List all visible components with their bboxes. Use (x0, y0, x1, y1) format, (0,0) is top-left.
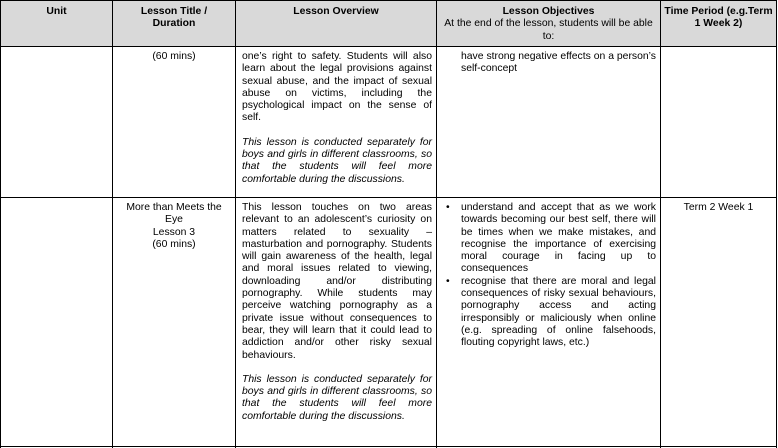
table-border-left (0, 0, 1, 448)
table-border-top (0, 0, 776, 1)
row1-overview-text: one’s right to safety. Students will also learn about the legal provisions against sexual abuse, and the impact of sexual abuse on victims, including the psychological impact on the sense of self. (242, 51, 432, 124)
header-time-period: Time Period (e.g.Term 1 Week 2) (664, 6, 773, 30)
row2-overview-text: This lesson touches on two areas relevant to an adolescent’s curiosity on matters related to sexuality – masturbation and pornography. Students will gain awareness of the health, legal and moral issues related to viewing, downloading and/or distributing pornography. While students may perceive watching pornography as a private issue without consequences to bear, they will learn that it could lead to addiction and/or other risky sexual behaviours. (242, 202, 432, 361)
header-unit: Unit (46, 6, 67, 17)
table-border-col2 (235, 0, 236, 448)
objective-item: • understand and accept that as we work towards becoming our best self, there will be times when we make mistakes, and recognise the importance of exercising moral courage in facing up to consequences (442, 202, 656, 276)
table-border-row1 (0, 197, 776, 198)
row1-objective-continued: have strong negative effects on a person’s self-concept (461, 51, 656, 75)
table-border-col4 (660, 0, 661, 448)
row2-title-name: More than Meets the Eye (126, 202, 222, 226)
row2-objectives (442, 202, 656, 350)
row2-time-period: Term 2 Week 1 (683, 202, 754, 213)
header-objectives-subtitle: At the end of the lesson, students will be able to: (444, 18, 653, 42)
row2-overview (242, 202, 432, 423)
header-lesson-objectives (437, 6, 660, 43)
table-border-col3 (436, 0, 437, 448)
table-border-bottom (0, 446, 776, 447)
table-border-header (0, 46, 776, 47)
row1-duration: (60 mins) (152, 51, 196, 62)
row2-lesson-title (113, 202, 235, 251)
table-border-right (776, 0, 777, 448)
row2-title-lesson: Lesson 3 (152, 226, 196, 238)
row1-overview (242, 51, 432, 186)
header-lesson-title: Lesson Title / Duration (140, 6, 208, 30)
objective-item: • recognise that there are moral and legal consequences of risky sexual behaviours, pornography access and acting irresponsibly or maliciously when online (e.g. spreading of online falsehoods, flouting copyright laws, etc.) (442, 276, 656, 350)
row2-overview-note: This lesson is conducted separately for boys and girls in different classrooms, so that the students will feel more comfortable during the discussions. (242, 373, 432, 422)
row2-title-duration: (60 mins) (152, 238, 196, 250)
header-lesson-overview: Lesson Overview (293, 6, 379, 17)
row2-objectives-list (442, 202, 656, 350)
row1-overview-note: This lesson is conducted separately for boys and girls in different classrooms, so that the students will feel more comfortable during the discussions. (242, 136, 432, 185)
header-objectives-title: Lesson Objectives (502, 6, 595, 17)
